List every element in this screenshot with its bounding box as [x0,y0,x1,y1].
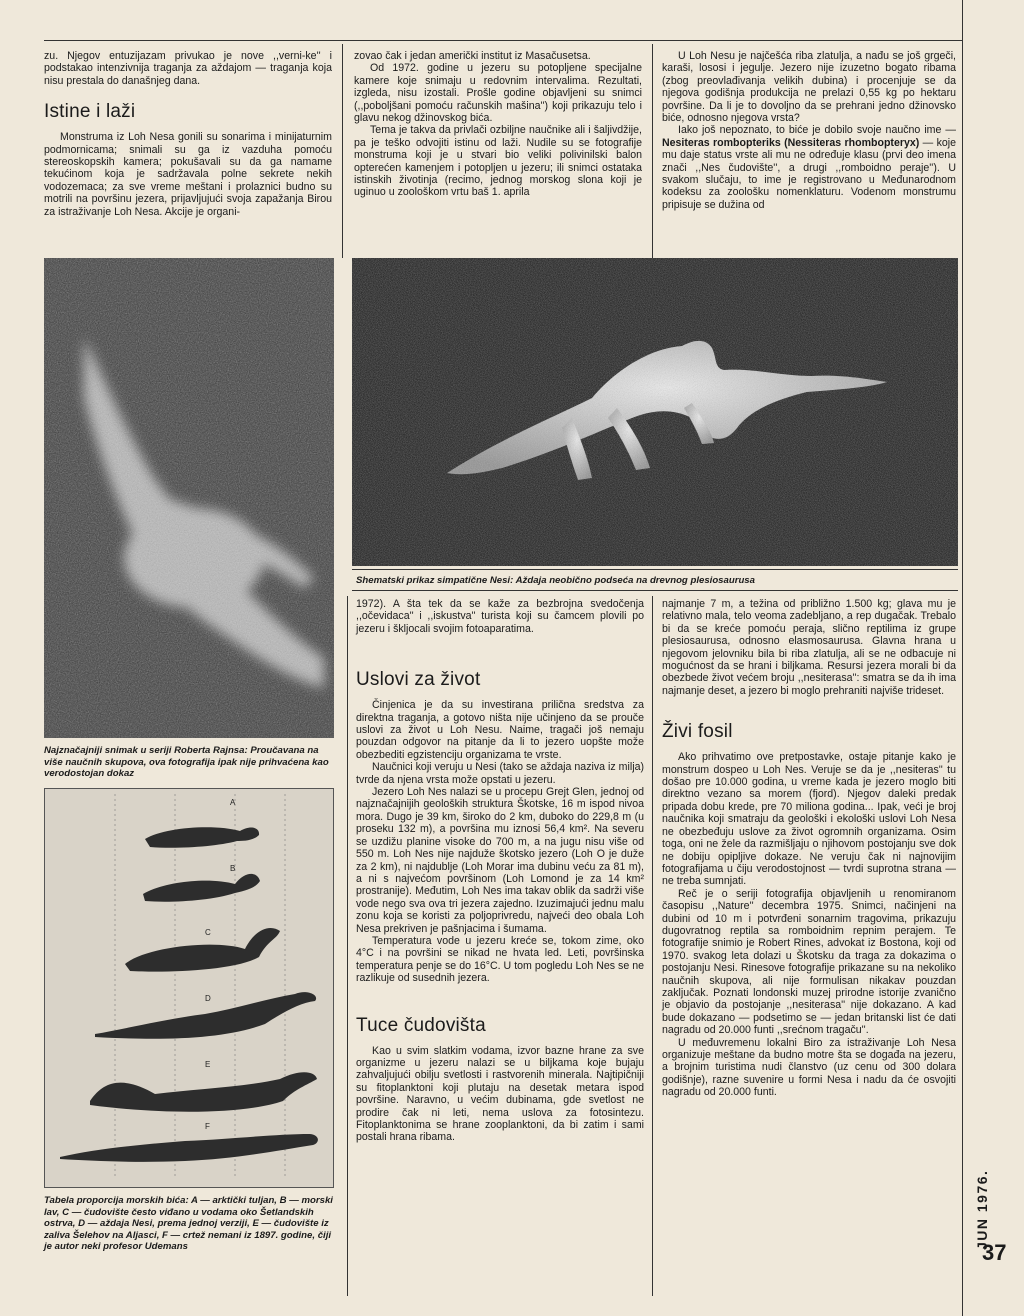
page-edge-rule [962,0,963,1316]
paragraph: Tema je takva da privlači ozbiljne naučnike ali i šaljivdžije, pa je teško odvojiti istinu od laži. Nudile su se fotografije monstruma koji je u stvari bio veliki polivinilski balon opterećen kamenjem i potopljen u jezeru; ili snimci ostataka istinskih životinja (recimo, jednog morskog slona koji je uginuo u zoološkom vrtu baš 1. aprila [354,124,642,199]
paragraph: U Loh Nesu je najčešća riba zlatulja, a nađu se još grgeči, karaši, lososi i jegulje. Jezero nije izuzetno bogato ribama (zbog preovlađivanja velikih dubina) i procenjuje se da njegova godišnja produkcija ne prelazi 0,55 kg po hektaru površine. Da li je to dovoljno da se prehrani jedno džinovsko biće, odnosno njegova vrsta? [662,50,956,125]
column-rule-1 [342,44,343,258]
issue-date [966,1150,1006,1250]
section-heading: Tuce čudovišta [356,1014,486,1036]
top-rule [44,40,962,41]
column-2-bottom-text [356,598,644,1144]
silhouette-f [60,1134,318,1162]
paragraph: Jezero Loh Nes nalazi se u procepu Grejt Glen, jednoj od najznačajnijih geoloških struktura Škotske, 16 m ispod nivoa mora. Dugo je 39 km, široko do 2 km, duboko do 229,8 m (u proseku 132 m), a površina mu iznosi 56,4 km². Na severu se uzdižu planine visoke do 700 m, a na jugu nisu više od 550 m. Loh Nes nije najduže škotsko jezero (Loh O je duže za 2 km), ni najdublje (Loh Morar ima dubinu veću za 81 m), a ni s najvećom površinom (Loh Lomond je za 14 km² prostranije). Međutim, Loh Nes ima takav oblik da sadrži više vode nego sva ova tri jezera zajedno. Izuzimajući jednu malu zonu koja se koristi za poljoprivredu, najveći deo obala Loh Nesa prekriven je pašnjacima i šumama. [356,786,644,935]
schematic-caption: Shematski prikaz simpatične Nesi: Aždaja neobično podseća na drevnog plesiosaurusa [356,575,755,586]
paragraph: Monstruma iz Loh Nesa gonili su sonarima i minijaturnim podmornicama; snimali su ga iz vazduha pomoću stereoskopskih kamera; pokušavali su da ga namame tekućinom koja je sadržavala polne sekrete nekih vodozemaca; za sve vreme meštani i prolaznici budno su motrili na površinu jezera, prijavljujući svoja zapažanja Birou za istraživanje Loh Nesa. Akcije je organi- [44,131,332,218]
issue-date-text: JUN 1976. [974,1169,990,1250]
photo-caption: Najznačajniji snimak u seriji Roberta Rajnsa: Proučavana na više naučnih skupova, ova fotografija ipak nije prihvaćena kao verodostojan dokaz [44,745,329,780]
paragraph: Ako prihvatimo ove pretpostavke, ostaje pitanje kako je monstrum dospeo u Loh Nes. Veruje se da je ,,nesiteras'' tu došao pre 10.000 godina, u vreme kada je jezero moglo biti direktno vezano sa morem (fjord). Njegov daleki predak pripada dobu krede, pre 70 miliona godina... Ipak, veći je broj naučnika koji smatraju da geološki i ekološki uslovi Loh Nesa ne obezbeđuju uslove za život ogromnih organizama. Osim toga, oni ne žele da razmišljaju o njihovom postojanju sve dok ne dobiju opipljive dokaze. Ne veruju čak ni najnovijim fotografijama u čiju verodostojnost — tvrdi suprotna strana — ne treba sumnjati. [662,751,956,888]
page-number: 37 [982,1240,1007,1265]
paragraph: Temperatura vode u jezeru kreće se, tokom zime, oko 4°C i na površini se nikad ne hvata led. Leti, površinska temperatura penje se do 16°C. U tom pogledu Loh Nes se ne razlikuje od susednih jezera. [356,934,644,985]
paragraph: zu. Njegov entuzijazam privukao je nove ,,verni-ke'' i podstakao intenzivnija traganja za aždajom — traganja koja nisu prestala do današnjeg dana. [44,50,332,87]
column-3-bottom-text [662,598,956,1099]
paragraph: Naučnici koji veruju u Nesi (tako se aždaja naziva iz milja) tvrde da njena vrsta može opstati u jezeru. [356,761,644,786]
monster-underwater-photo [44,258,334,738]
text-span: — koje mu daje status vrste ali mu ne određuje klasu (prvi deo imena znači ,,Nes čudovište'', a drugi ,,romboidno peraje''). U svakom slučaju, to ime je registrovano u Međunarodnom kodeksu za zoološku nomenklaturu. Vodenom monstrumu pripisuje se dužina od [662,136,956,211]
proportions-diagram [44,788,334,1188]
caption-rule [352,590,958,591]
diagram-label: E [205,1060,211,1069]
diagram-label: F [205,1122,210,1131]
diagram-caption: Tabela proporcija morskih bića: A — arktički tuljan, B — morski lav, C — čudovište često viđano u vodama oko Šetlandskih ostrva, D — aždaja Nesi, prema jednoj verziji, E — čudovište iz zaliva Šelehov na Aljasci, F — crtež nemani iz 1897. godine, čiji je autor neki profesor Udemans [44,1195,333,1253]
column-rule-2 [652,44,653,258]
column-rule-4 [652,596,653,1296]
paragraph [662,124,956,211]
paragraph: Od 1972. godine u jezeru su potopljene specijalne kamere koje snimaju u redovnim intervalima. Rezultati, izgleda, nisu izostali. Prošle godine objavljeni su snimci (,,poboljšani pomoću računskih mašina'') koji prikazuju telo i glavu nekog džinovskog bića. [354,62,642,125]
column-1-text [44,50,332,218]
silhouette-c [125,928,280,972]
text-span: Iako još nepoznato, to biće je dobilo svoje naučno ime — [678,124,956,137]
column-2-top-text [354,50,642,199]
column-3-top-text [662,50,956,211]
creature-silhouettes [45,789,333,1187]
diagram-label: A [230,798,236,807]
caption-rule [352,569,958,570]
paragraph: Kao u svim slatkim vodama, izvor bazne hrane za sve organizme u jezeru nalazi se u biljkama koje bujaju zahvaljujući obilju svetlosti i rastvorenih minerala. Najtipičniji su fitoplanktoni koji plutaju na desetak metara ispod površine. Naravno, u većim dubinama, gde svetlost ne prodire čak ni leti, nema uslova za fotosintezu. Fitoplanktonima se hrane zooplanktoni, da bi zatim i sami postali hrana ribama. [356,1044,644,1144]
section-heading: Istine i laži [44,101,136,123]
underwater-photo-image [44,258,334,738]
section-heading: Uslovi za život [356,669,481,691]
silhouette-b [143,874,260,902]
paragraph: najmanje 7 m, a težina od približno 1.500 kg; glava mu je relativno mala, telo veoma zadebljano, a rep dugačak. Trebalo bi da se kreće pomoću peraja, slično reptilima iz grupe plesiosaurusa, odnosno elasmosaurusa. Glavna hrana u njegovom jelovniku bila bi riba zlatulja, ali se ne odbacuje ni mogućnost da se hrani i biljkama. Resursi jezera morali bi da obezbede život većem broju ,,nesiterasa'': smatra se da ih ima najmanje deset, a jezero bi moglo prehraniti najviše trideset. [662,598,956,697]
paragraph: 1972). A šta tek da se kaže za bezbrojna svedočenja ,,očevidaca'' i ,,iskustva'' turista koji su čamcem plovili po jezeru i škljocali svojim fotoaparatima. [356,598,644,635]
diagram-label: D [205,994,211,1003]
paragraph: U međuvremenu lokalni Biro za istraživanje Loh Nesa organizuje meštane da budno motre šta se događa na jezeru, a brojnim turistima nudi članstvo (uz cenu od 300 dolara godišnje), razne suvenire u formi Nesa i nadu da će osvojiti nagradu od 20.000 funti. [662,1036,956,1099]
paragraph: zovao čak i jedan američki institut iz Masačusetsa. [354,50,591,62]
paragraph: Reč je o seriji fotografija objavljenih u renomiranom časopisu ,,Nature'' decembra 1975. Snimci, načinjeni na dubini od 10 m i potvrđeni sonarnim tragovima, prikazuju dugovratnog reptila sa romboidnim repnim perajem. Te fotografije snimio je Robert Rines, advokat iz Bostona, koji od 1970. svakog leta dolazi u Škotsku da traga za dokazima o postojanju Nesi. Rinesove fotografije prikazane su na nekoliko naučnih skupova, ali nije formulisan nikakav pouzdan zaključak. Poznati londonski muzej prirodne istorije zvanično je objavio da postojanje ,,nesiterasa'' nije dokazano. A kad bude dokazano — podsetimo se — jedan britanski list će dati nagradu od 20.000 funti ,,srećnom tragaču''. [662,887,956,1037]
scientific-name: Nesiteras rombopteriks (Nessiteras rhombopteryx) [662,136,920,149]
silhouette-e [90,1072,317,1111]
silhouette-a [145,827,259,847]
diagram-label: C [205,928,211,937]
nessie-schematic-image [352,258,958,566]
paragraph: Činjenica je da su investirana prilična sredstva za direktna traganja, a gotovo ništa nije učinjeno da se prouče uslovi za život u Loh Nesu. Naime, tragači još nemaju pouzdan odgovor na pitanje da li to jezero uopšte može obezbediti egzistenciju organizama te vrste. [356,699,644,761]
diagram-label: B [230,864,236,873]
nessie-illustration [352,258,958,566]
section-heading: Živi fosil [662,721,733,743]
column-rule-3 [347,596,348,1296]
